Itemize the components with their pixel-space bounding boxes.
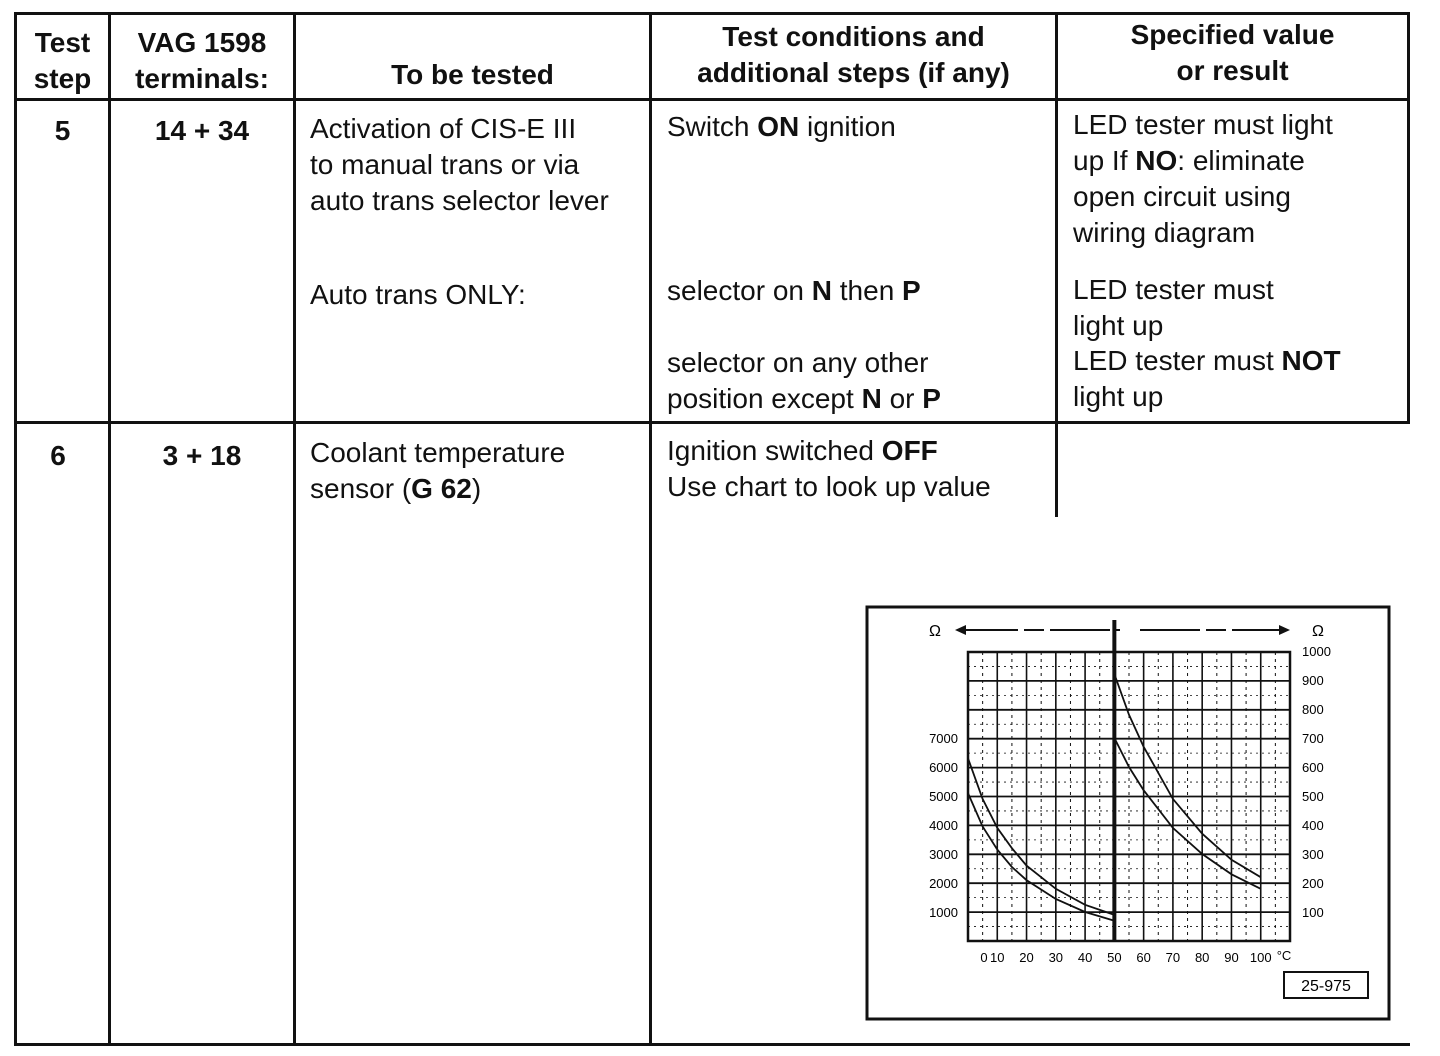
right-tick-label: 100 <box>1302 905 1324 920</box>
left-arrow-head <box>955 625 966 635</box>
row5-res1-a: up If <box>1073 145 1136 176</box>
row5-terminals: 14 + 34 <box>154 115 250 146</box>
header-terminals-line2: terminals: <box>135 63 269 94</box>
row5-res2-line1: LED tester must <box>1073 274 1274 305</box>
row5-res1-c: : eliminate <box>1177 145 1305 176</box>
row5-res2-line2: light up <box>1073 310 1164 341</box>
row5-step: 5 <box>54 115 71 146</box>
row5-cond3-c: or <box>881 383 923 414</box>
row6-terminals: 3 + 18 <box>162 440 242 471</box>
row5-tested-line1: Activation of CIS-E III <box>310 113 577 144</box>
row5-res3-line2: light up <box>1073 381 1164 412</box>
right-tick-label: 400 <box>1302 818 1324 833</box>
chart-labels <box>929 644 1331 965</box>
x-tick-label: 10 <box>990 950 1005 965</box>
chart-grid <box>968 620 1290 941</box>
header-step-line2: step <box>33 63 92 94</box>
right-tick-label: 700 <box>1302 731 1324 746</box>
right-tick-label: 600 <box>1302 760 1324 775</box>
row5-cond3-a: position except <box>667 383 862 414</box>
x-tick-label: 100 <box>1249 950 1272 965</box>
header-tested: To be tested <box>391 59 554 90</box>
x-tick-label: 40 <box>1077 950 1093 965</box>
row5-auto-label: Auto trans ONLY: <box>310 279 526 310</box>
x-tick-label: 80 <box>1194 950 1210 965</box>
right-tick-label: 500 <box>1302 789 1324 804</box>
row5-res3-a: LED tester must <box>1073 345 1282 376</box>
x-tick-label: 90 <box>1224 950 1239 965</box>
row6-tested-a: sensor ( <box>310 473 412 504</box>
row6-tested-c: ) <box>471 473 482 504</box>
header-conditions-line2: additional steps (if any) <box>697 57 1010 88</box>
left-unit-label: Ω <box>929 623 941 640</box>
row5-res1-line3: open circuit using <box>1073 181 1291 212</box>
figure-ref: 25-975 <box>1301 978 1351 995</box>
right-tick-label: 300 <box>1302 847 1324 862</box>
header-specified-line1: Specified value <box>1130 19 1335 50</box>
row5-cond1-post: ignition <box>799 111 896 142</box>
row5-cond2-b: N <box>811 275 832 306</box>
x-tick-label: 50 <box>1107 950 1122 965</box>
right-tick-label: 1000 <box>1302 644 1331 659</box>
row5-cond3-b: N <box>861 383 882 414</box>
row5-res3-b: NOT <box>1281 345 1341 376</box>
row5-cond2-d: P <box>902 275 921 306</box>
right-arrow-head <box>1279 625 1290 635</box>
row5-tested-line3: auto trans selector lever <box>310 185 609 216</box>
left-tick-label: 2000 <box>929 876 958 891</box>
left-tick-label: 4000 <box>929 818 958 833</box>
right-tick-label: 900 <box>1302 673 1324 688</box>
row5-cond1-bold: ON <box>757 111 800 142</box>
row5-cond1-pre: Switch <box>667 111 758 142</box>
row6-cond-b: OFF <box>881 435 938 466</box>
left-tick-label: 6000 <box>929 760 958 775</box>
row5-res1-line1: LED tester must light <box>1073 109 1333 140</box>
header-step-line1: Test <box>34 27 91 58</box>
right-tick-label: 200 <box>1302 876 1324 891</box>
row6-step: 6 <box>50 440 66 471</box>
left-tick-label: 1000 <box>929 905 958 920</box>
header-conditions-line1: Test conditions and <box>722 21 985 52</box>
row5-tested-line2: to manual trans or via <box>310 149 580 180</box>
x-tick-label: 30 <box>1048 950 1064 965</box>
row6-cond-line2: Use chart to look up value <box>667 471 991 502</box>
x-tick-label: 20 <box>1019 950 1034 965</box>
x-tick-label: 0 <box>980 950 988 965</box>
row6-tested-b: G 62 <box>411 473 472 504</box>
x-tick-label: 70 <box>1165 950 1181 965</box>
header-specified-line2: or result <box>1176 55 1289 86</box>
left-tick-label: 3000 <box>929 847 958 862</box>
row5-cond3-d: P <box>922 383 941 414</box>
row5-res1-b: NO <box>1135 145 1178 176</box>
row5-res1-line4: wiring diagram <box>1073 217 1256 248</box>
curve-right <box>1114 674 1260 877</box>
left-tick-label: 7000 <box>929 731 958 746</box>
left-tick-label: 5000 <box>929 789 958 804</box>
x-tick-label: 60 <box>1136 950 1151 965</box>
header-terminals-line1: VAG 1598 <box>137 27 267 58</box>
row6-cond-a: Ignition switched <box>667 435 882 466</box>
row5-cond2-a: selector on <box>667 275 812 306</box>
right-tick-label: 800 <box>1302 702 1324 717</box>
row5-cond2-c: then <box>831 275 903 306</box>
x-unit-label: °C <box>1276 948 1292 963</box>
chart-frame <box>867 607 1389 1019</box>
row6-tested-line1: Coolant temperature <box>310 437 566 468</box>
right-unit-label: Ω <box>1312 623 1324 640</box>
row5-cond3-line1: selector on any other <box>667 347 929 378</box>
